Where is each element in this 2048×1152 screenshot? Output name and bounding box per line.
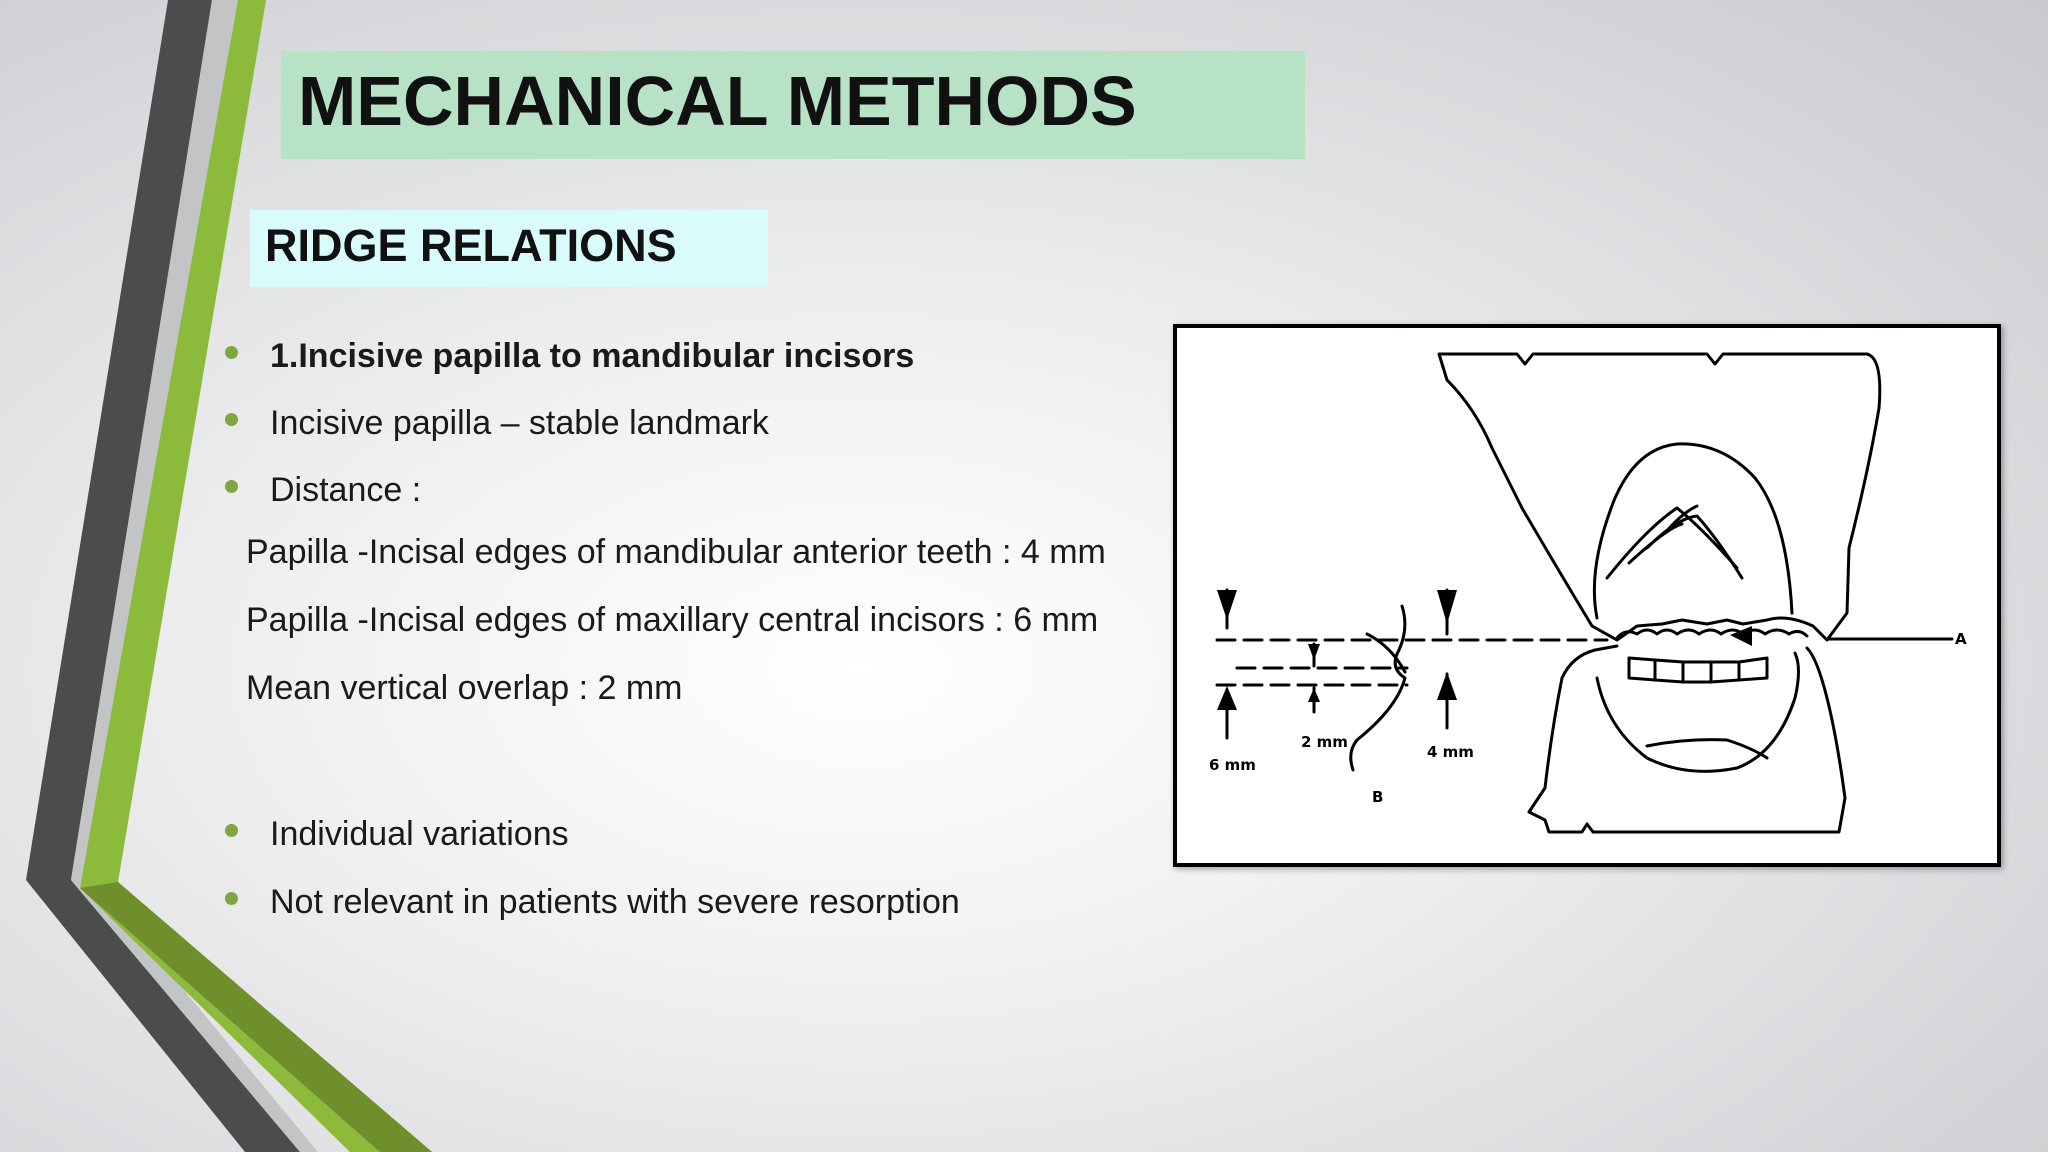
bullet-text: 1.Incisive papilla to mandibular incisors bbox=[270, 337, 915, 375]
distance-line: Mean vertical overlap : 2 mm bbox=[246, 669, 683, 707]
bullet-dot-icon bbox=[225, 824, 238, 837]
label-a: A bbox=[1955, 630, 1967, 648]
label-2mm: 2 mm bbox=[1301, 733, 1348, 751]
slide-title: MECHANICAL METHODS bbox=[298, 62, 1137, 140]
bullet-dot-icon bbox=[225, 480, 238, 493]
ridge-relation-diagram bbox=[1173, 324, 2001, 867]
label-4mm: 4 mm bbox=[1427, 743, 1474, 761]
bullet-text: Distance : bbox=[270, 471, 422, 509]
label-b: B bbox=[1372, 788, 1384, 806]
bullet-dot-icon bbox=[225, 413, 238, 426]
decorative-side-bars bbox=[0, 0, 440, 1152]
bullet-text: Not relevant in patients with severe resorption bbox=[270, 883, 960, 921]
bullet-dot-icon bbox=[225, 346, 238, 359]
bullet-text: Individual variations bbox=[270, 815, 569, 853]
slide-subtitle: RIDGE RELATIONS bbox=[265, 220, 677, 271]
distance-line: Papilla -Incisal edges of maxillary central incisors : 6 mm bbox=[246, 601, 1099, 639]
distance-line: Papilla -Incisal edges of mandibular anterior teeth : 4 mm bbox=[246, 533, 1106, 571]
bullet-text: Incisive papilla – stable landmark bbox=[270, 404, 769, 442]
bullet-dot-icon bbox=[225, 892, 238, 905]
diagram-drawing bbox=[1177, 328, 1997, 863]
label-6mm: 6 mm bbox=[1209, 756, 1256, 774]
